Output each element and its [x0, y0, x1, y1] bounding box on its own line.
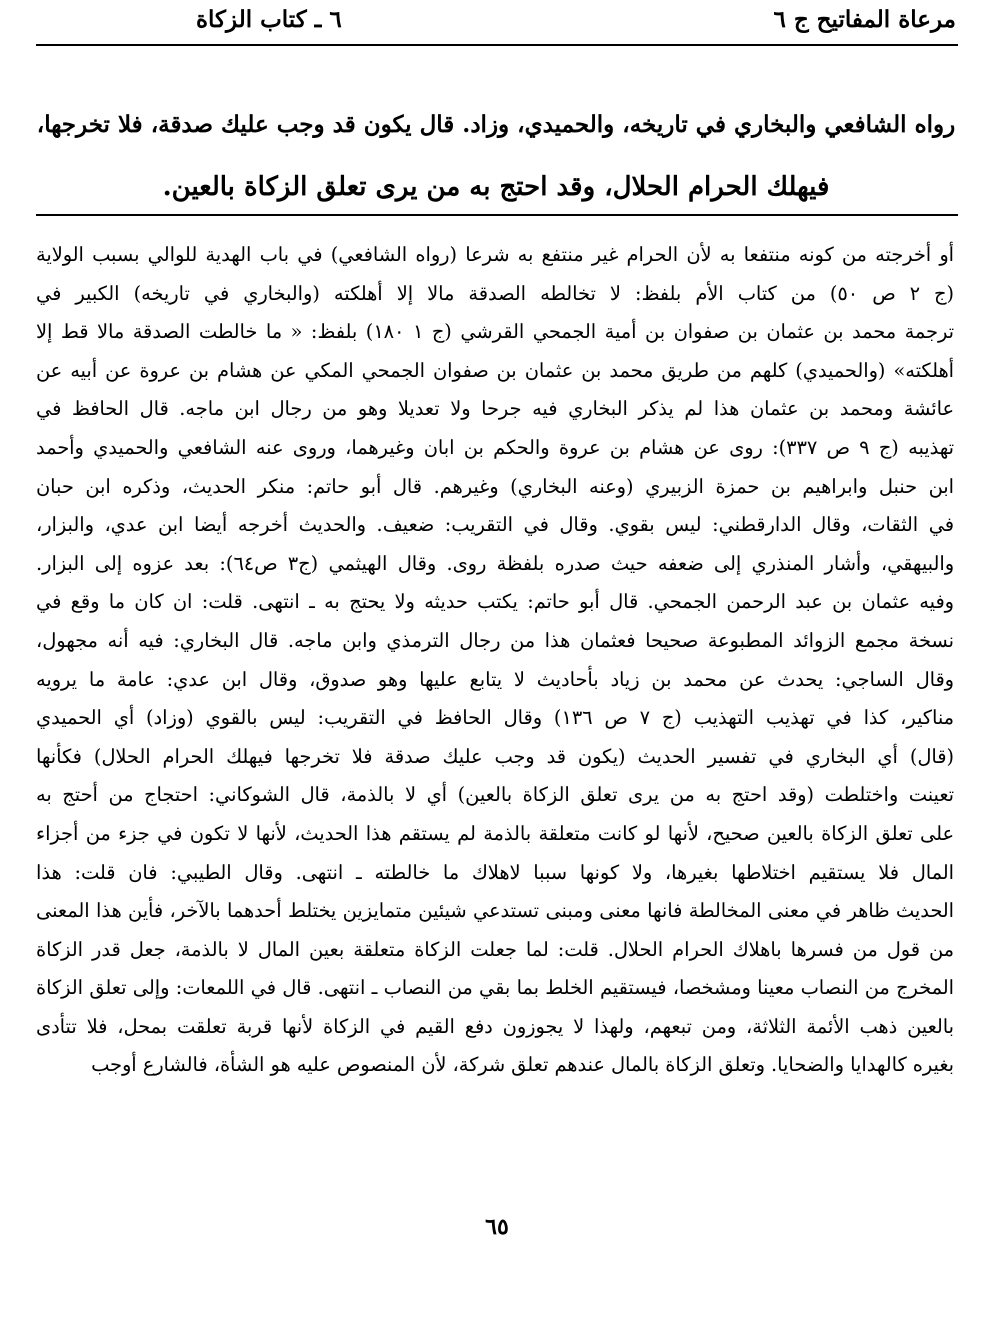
commentary-line: عائشة ومحمد بن عثمان هذا لم يذكر البخاري فيه جرحا ولا تعديلا وهو من رجال ابن ماجه. قال الحافظ في: [36, 397, 954, 421]
commentary-line: وقال الساجي: يحدث عن محمد بن زياد بأحاديث لا يتابع عليها وهو صدوق، وقال ابن عدي: عامة ما يرويه: [36, 667, 954, 691]
running-header-chapter: ٦ ـ كتاب الزكاة: [196, 6, 342, 33]
commentary-line: المخرج من النصاب معينا ومشخصا، فيستقيم الخلط بما بقي من النصاب ـ انتهى. قال في اللمعات: وإلى تعلق الزكاة: [36, 976, 954, 1000]
commentary-line: الحديث ظاهر في معنى المخالطة فانها معنى ومبنى تستدعي شيئين متمايزين يختلط أحدهما بالآخر، فأين هذا المعنى: [36, 899, 954, 923]
commentary-line: تعينت واختلطت (وقد احتج به من يرى تعلق الزكاة بالعين) أي لا بالذمة، قال الشوكاني: احتجاج من أحتج به: [36, 783, 954, 807]
commentary-line: في الثقات، وقال الدارقطني: ليس بقوي. وقال في التقريب: ضعيف. والحديث أخرجه أيضا ابن عدي، والبزار،: [36, 513, 954, 537]
commentary-line: والبيهقي، وأشار المنذري إلى ضعفه حيث صدره بلفظة روى. وقال الهيثمي (ج٣ ص٦٤): بعد عزوه إلى البزار.: [36, 551, 954, 575]
commentary-line: مناكير، كذا في تهذيب التهذيب (ج ٧ ص ١٣٦) وقال الحافظ في التقريب: ليس بالقوي (وزاد) أي الحميدي: [36, 706, 954, 730]
commentary-line: وفيه عثمان بن عبد الرحمن الجمحي. قال أبو حاتم: يكتب حديثه ولا يحتج به ـ انتهى. قلت: ان كان ما وقع في: [36, 590, 954, 614]
commentary-line: من قول من فسرها باهلاك الحرام الحلال. قلت: لما جعلت الزكاة متعلقة بعين المال لا بالذمة، جعل قدر الزكاة: [36, 937, 954, 961]
commentary-line: بالعين ذهب الأئمة الثلاثة، ومن تبعهم، ولهذا لا يجوزون دفع القيم في الزكاة لأنها قربة تعلقت بمحل، فلا تتأدى: [36, 1014, 954, 1038]
running-header-book-title: مرعاة المفاتيح ج ٦: [773, 6, 956, 33]
commentary-line: تهذيبه (ج ٩ ص ٣٣٧): روى عن هشام بن عروة والحكم بن ابان وغيرهما، وروى عنه الشافعي والحميدي وأحمد: [36, 435, 954, 459]
commentary-line: نسخة مجمع الزوائد المطبوعة صحيحا فعثمان هذا من رجال الترمذي وابن ماجه. قال البخاري: فيه أنه مجهول،: [36, 628, 954, 652]
hadith-line-1: رواه الشافعي والبخاري في تاريخه، والحميدي، وزاد. قال يكون قد وجب عليك صدقة، فلا تخرجها،: [36, 111, 956, 138]
commentary-line: (قال) أي البخاري في تفسير الحديث (يكون قد وجب عليك صدقة فلا تخرجها فيهلك الحرام الحلال) فكأنها: [36, 744, 954, 768]
header-rule: [36, 44, 958, 46]
commentary-line: المال فلا يستقيم اختلاطها بغيرها، ولا كونها سببا لاهلاك ما خالطته ـ انتهى. وقال الطيبي: فان قلت: هذا: [36, 860, 954, 884]
hadith-text: [34, 94, 958, 218]
separator-rule: [36, 214, 958, 216]
page-number: ٦٥: [485, 1214, 509, 1240]
commentary: [36, 236, 954, 1085]
commentary-line: (ج ٢ ص ٥٠) من كتاب الأم بلفظ: لا تخالطه الصدقة مالا إلا أهلكته (والبخاري في تاريخه) الكبير في: [36, 281, 954, 305]
commentary-line: ترجمة محمد بن عثمان بن صفوان بن أمية الجمحي القرشي (ج ١ ١٨٠) بلفظ: « ما خالطت الصدقة مالا قط إلا: [36, 320, 954, 344]
commentary-line: على تعلق الزكاة بالعين صحيح، لأنها لو كانت متعلقة بالذمة لم يستقم هذا الحديث، لأنها لا تكون في جزء من أجزاء: [36, 821, 954, 845]
commentary-line: أو أخرجته من كونه منتفعا به لأن الحرام غير منتفع به شرعا (رواه الشافعي) في باب الهدية للوالي بسبب الولاية: [36, 243, 954, 266]
commentary-line: ابن حنبل وابراهيم بن حمزة الزبيري (وعنه البخاري) وغيرهم. قال أبو حاتم: منكر الحديث، وذكره ابن حبان: [36, 474, 954, 498]
commentary-line: بغيره كالهدايا والضحايا. وتعلق الزكاة بالمال عندهم تعلق شركة، لأن المنصوص عليه هو الشأة، فالشارع أوجب: [91, 1053, 954, 1077]
commentary-line: أهلكته» (والحميدي) كلهم من طريق محمد بن عثمان بن صفوان الجمحي المكي عن هشام بن عروة عن أبيه عن: [36, 358, 954, 382]
hadith-line-2: فيهلك الحرام الحلال، وقد احتج به من يرى تعلق الزكاة بالعين.: [162, 172, 830, 202]
